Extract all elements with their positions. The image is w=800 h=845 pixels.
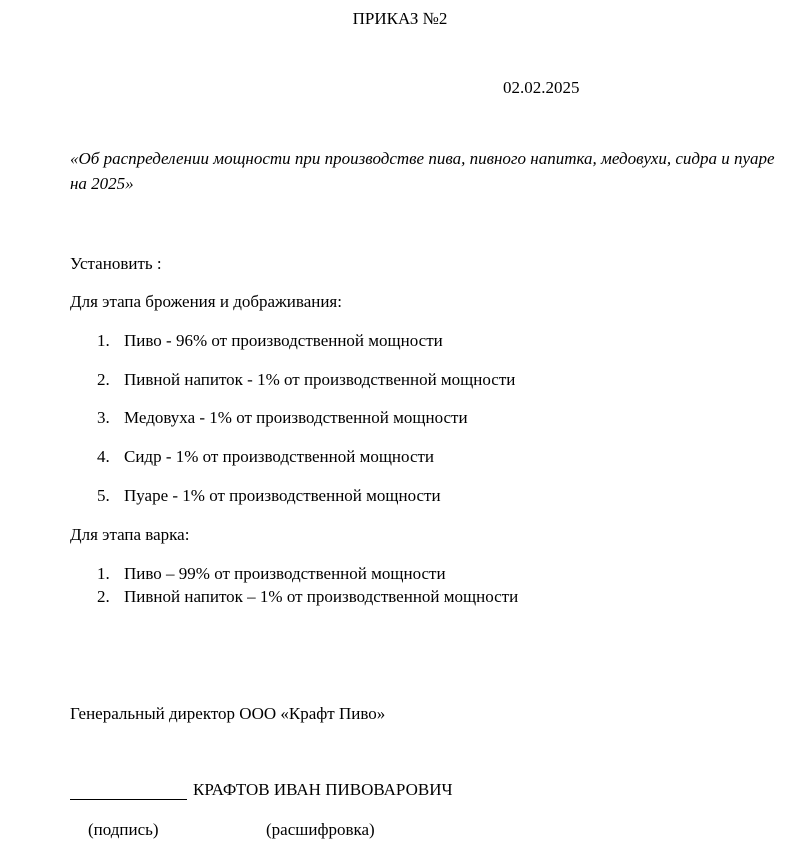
establish-label: Установить : [70, 254, 162, 273]
list-item [97, 370, 515, 390]
list-item [97, 447, 434, 467]
list-item-text: Пуаре - 1% от производственной мощности [124, 486, 441, 505]
list-item-number: 5. [97, 486, 110, 505]
list-item-number: 2. [97, 370, 110, 389]
signatory-position: Генеральный директор ООО «Крафт Пиво» [70, 704, 386, 723]
document-subject: «Об распределении мощности при производстве пива, пивного напитка, медовухи, сидра и пуаре на 2025» [70, 149, 775, 193]
list-item-text: Пивной напиток - 1% от производственной мощности [124, 370, 516, 389]
list-item [97, 486, 441, 506]
list-item-number: 1. [97, 564, 110, 583]
signatory-name: КРАФТОВ ИВАН ПИВОВАРОВИЧ [193, 780, 453, 799]
list-item-number: 2. [97, 587, 110, 606]
stage2-heading: Для этапа варка: [70, 525, 190, 544]
list-item-text: Медовуха - 1% от производственной мощности [124, 408, 468, 427]
list-item [97, 587, 518, 607]
document-date: 02.02.2025 [503, 78, 580, 97]
list-item-text: Пивной напиток – 1% от производственной мощности [124, 587, 519, 606]
list-item-text: Пиво - 96% от производственной мощности [124, 331, 443, 350]
document-title: ПРИКАЗ №2 [352, 9, 448, 28]
decoding-caption: (расшифровка) [266, 820, 375, 839]
signature-line [70, 780, 453, 800]
list-item-text: Сидр - 1% от производственной мощности [124, 447, 435, 466]
list-item-number: 4. [97, 447, 110, 466]
stage1-heading: Для этапа брожения и дображивания: [70, 292, 342, 311]
list-item-number: 3. [97, 408, 110, 427]
list-item-text: Пиво – 99% от производственной мощности [124, 564, 446, 583]
list-item [97, 408, 468, 428]
signature-blank [70, 782, 187, 800]
list-item [97, 564, 446, 584]
signature-caption: (подпись) [88, 820, 159, 839]
list-item [97, 331, 443, 351]
list-item-number: 1. [97, 331, 110, 350]
